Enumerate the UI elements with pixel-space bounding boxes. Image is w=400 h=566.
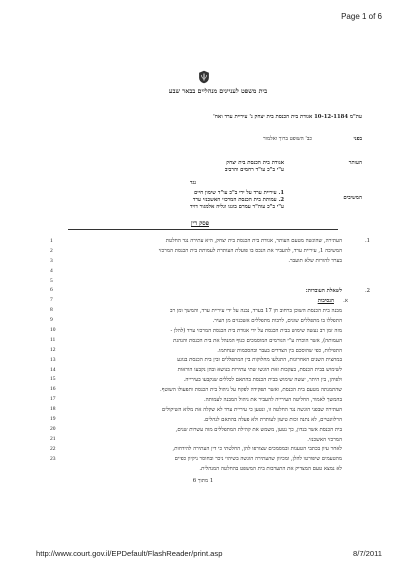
body-text <box>42 307 342 475</box>
line-number: 16 <box>50 386 56 393</box>
intro-line: העתירה, שהוגשה מטעם העותר, אגודת בית הכנסת בית יצחק, היא עתירה נגד החלטת <box>165 238 342 244</box>
body-line: בהמשך לאמור, החליטה העירייה להעביר את ניהול המבנה לעמותה. <box>203 397 342 404</box>
scanned-document <box>18 30 382 550</box>
line-number: 19 <box>50 416 56 423</box>
line-number: 3 <box>50 257 53 264</box>
body-line: מזה זמן רב נעשה שימוש בבית הכנסת על ידי אגודת בית הכנסת המרכזי ערד (להלן - <box>170 327 342 334</box>
body-line: לשימוש בבית הכנסת, בעקבות זאת הוגשו שתי עתירות בנושא ובהן נקבעו הוראות <box>177 367 342 374</box>
respondent-1: 1. עיריית ערד על ידי ב"כ עו"ד שימון חיים <box>194 190 284 196</box>
line-number: 8 <box>50 307 53 314</box>
state-emblem-icon <box>197 70 211 84</box>
section-marker: א. <box>343 298 348 304</box>
line-number: 14 <box>50 366 56 373</box>
body-line: שהתמנתה מטעם בית הכנסת, ואשר תפקידה לפקח על ניהול בית הכנסת ותפעולו השוטף. <box>160 387 342 394</box>
body-line: הרלוונטיים, לא נתנה זכות טיעון לעותרת ולא פעלה בהתאם לנהלים. <box>203 416 342 423</box>
case-reference: עת"מ 10-12-1184 אגודת בית הכנסת בית יצחק נ' עיריית ערד ואח' <box>213 114 362 120</box>
source-url: http://www.court.gov.il/EPDefault/FlashReader/print.asp <box>36 549 223 558</box>
body-line: במחצית השנים האחרונות, התגלעו מחלוקות בין המתפללים ובין בית הכנסת בנוגע <box>177 357 342 364</box>
line-number: 21 <box>50 435 56 442</box>
body-line: מהטעמים שיפורטו להלן, ומכיוון שהעתירה הוגשה בשיהוי ניכר ובחוסר ניקיון כפיים <box>174 456 342 463</box>
document-page-number: 1 מתוך 6 <box>192 478 214 484</box>
line-number: 4 <box>50 267 53 274</box>
body-line: בית הכנסת אשר בנדון, כך נטען, משמש את קהילת המתפללים מזה עשרות שנים, <box>175 426 342 433</box>
line-number: 13 <box>50 356 56 363</box>
body-line: לא נמצא טעם המצדיק את התערבות בית המשפט בהחלטה המנהלית. <box>199 466 342 473</box>
judge-name: כב' השופט ברוך ואלמור <box>263 136 312 142</box>
against-label: נגד <box>190 180 197 186</box>
line-number: 11 <box>50 336 56 343</box>
section-marker: 2. <box>364 288 370 294</box>
petitioner-name: אגודת בית הכנסת בית יצחק <box>226 160 284 166</box>
line-number: 20 <box>50 425 56 432</box>
court-name: בית משפט לעניינים מנהליים בבאר שבע <box>168 88 268 95</box>
respondents-label: המשיבים <box>343 195 362 201</box>
line-number: 6 <box>50 287 53 294</box>
body-line: התפללו בו מתפללים שונים, לרבות מתפללים אשכנזים מן העיר. <box>212 317 342 324</box>
document-title: פסק דין <box>191 220 209 227</box>
body-line: העמותה), אשר הוכרה ע"י הגורמים המוסמכים כגוף המנהל את בית הכנסת והנהגת <box>173 337 342 344</box>
petitioner-label: העותר <box>348 160 362 166</box>
line-number: 5 <box>50 277 53 284</box>
background-heading: לשאלת העובדות: <box>305 288 342 294</box>
section-marker: 1. <box>364 238 370 244</box>
intro-line: המשיבה 1, עיריית ערד, להעביר את הנכס בו פועלת העותרת לעמותת בית הכנסת המרכזי <box>158 248 342 254</box>
line-number: 7 <box>50 297 53 304</box>
petitioner-counsel: ע"י ב"כ עו"ד רחמים והרביב <box>224 167 284 173</box>
line-number: 2 <box>50 247 53 254</box>
background-subheading: הנסיבות <box>317 298 334 304</box>
line-number: 23 <box>50 455 56 462</box>
before-label: בפני <box>353 136 362 142</box>
body-line: מבנה בית הכנסת השוכן ברחוב חן 17 בערד, נבנה על ידי עיריית ערד, והמשך ומן רב <box>170 308 342 314</box>
print-date: 8/7/2011 <box>353 549 382 558</box>
line-number: 22 <box>50 445 56 452</box>
body-line: העתירה שבפני הוגשה נגד החלטה זו, ונטען כי עיריית ערד לא שקלה את מלוא השיקולים <box>161 406 342 413</box>
line-number: 12 <box>50 346 56 353</box>
page-counter: Page 1 of 6 <box>341 12 382 21</box>
line-number: 17 <box>50 396 56 403</box>
title-divider <box>68 229 338 230</box>
body-line: לאחר עיון בכתבי הטענות ובמסמכים שצורפו להן, החלטתי כי דין העתירה להידחות, <box>172 446 342 453</box>
respondent-2-counsel: ע"י ב"כ עוה"ד עמרם בונגו וגליה אלמגור דויד <box>189 204 284 210</box>
line-number: 10 <box>50 327 56 334</box>
respondent-2: 2. עמותת בית הכנסת המרכזי האשכנזי ערד <box>192 197 284 203</box>
intro-line: בערד להורות שלא תועבר. <box>288 258 342 264</box>
line-number: 9 <box>50 317 53 324</box>
line-number: 15 <box>50 376 56 383</box>
body-line: המרכזי האשכנזי. <box>307 436 342 443</box>
line-number: 18 <box>50 406 56 413</box>
body-line: ולפיהן, בין היתר, יעשה שימוש בבית הכנסת בהתאם לכללים שנקבעו בעירייה. <box>183 377 342 384</box>
body-line: התפילות, כפי שהוסכם בין הצדדים בעבר ובהסכמות שנחתמו. <box>217 347 342 354</box>
line-number: 1 <box>50 238 53 244</box>
